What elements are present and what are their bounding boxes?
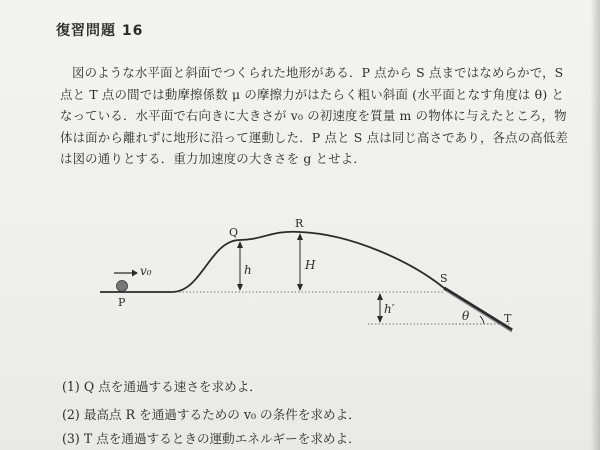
page-edge-shadow [590, 0, 600, 450]
arrow-head-icon [297, 284, 303, 291]
question-1: (1) Q 点を通過する速さを求めよ． [62, 379, 262, 394]
arrow-head-icon [297, 233, 303, 240]
ball-icon [117, 281, 128, 292]
problem-statement [60, 62, 580, 170]
problem-title: 復習問題 16 [56, 23, 144, 39]
terrain-curve [100, 232, 444, 292]
velocity-arrow-head [132, 270, 138, 277]
arrow-head-icon [237, 284, 243, 291]
statement-line: 点と T 点の間では動摩擦係数 μ の摩擦力がはたらく粗い斜面 (水平面となす角度は θ) と [60, 86, 565, 102]
terrain-diagram [92, 212, 532, 348]
statement-line: は図の通りとする．重力加速度の大きさを g とせよ． [60, 151, 366, 166]
label-point-T: T [504, 312, 512, 325]
statement-line: 図のような水平面と斜面でつくられた地形がある．P 点から S 点まではなめらかで，S [72, 65, 564, 80]
angle-theta-arc [480, 316, 484, 324]
label-h-prime: h′ [384, 302, 395, 316]
label-point-P: P [118, 296, 126, 309]
statement-line: 体は面から離れずに地形に沿って運動した．P 点と S 点は同じ高さであり，各点の高低差 [60, 129, 569, 145]
label-point-R: R [295, 217, 304, 230]
label-h: h [244, 263, 252, 277]
label-v0: v₀ [140, 264, 152, 278]
rough-slope-shade [446, 291, 512, 332]
label-point-Q: Q [229, 226, 239, 239]
arrow-head-icon [377, 316, 383, 323]
question-2: (2) 最高点 R を通過するための v₀ の条件を求めよ． [62, 407, 361, 422]
label-point-S: S [440, 272, 448, 285]
question-3: (3) T 点を通過するときの運動エネルギーを求めよ． [62, 431, 361, 446]
arrow-head-icon [377, 293, 383, 300]
label-theta: θ [462, 309, 470, 323]
arrow-head-icon [237, 241, 243, 248]
label-H: H [305, 258, 316, 272]
statement-line: なっている．水平面で右向きに大きさが v₀ の初速度を質量 m の物体に与えたところ，物 [60, 108, 567, 123]
